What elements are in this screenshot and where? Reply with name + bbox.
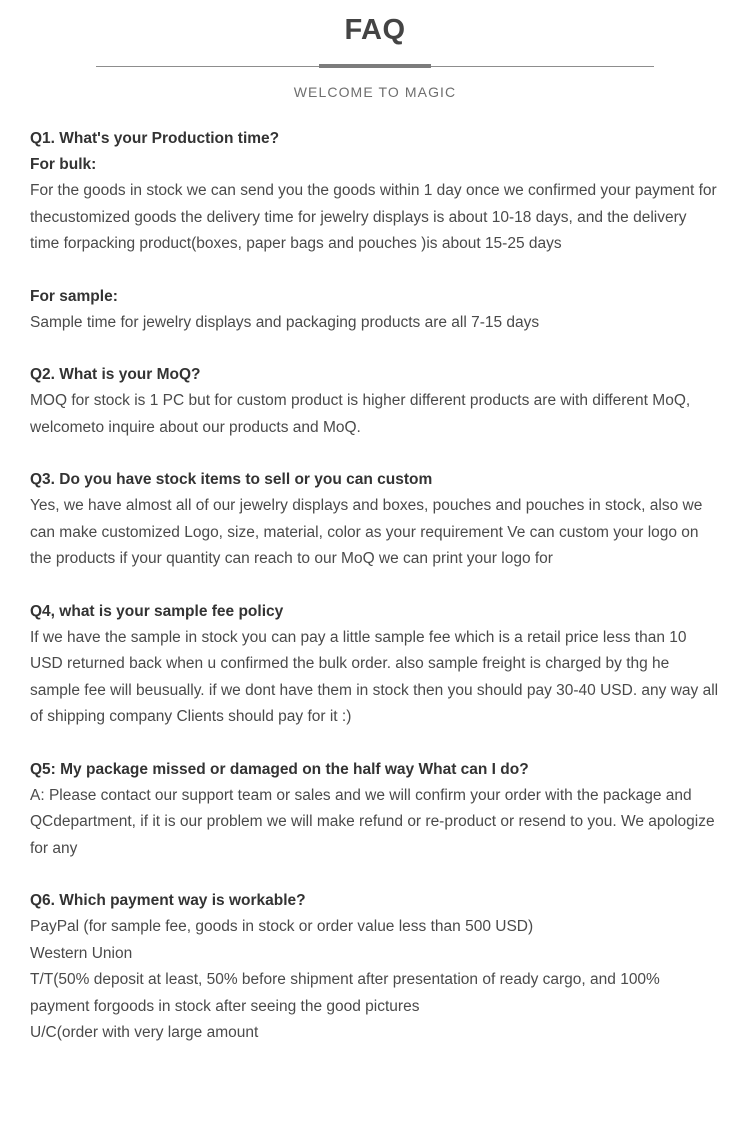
faq-answer-text: A: Please contact our support team or sales and we will confirm your order with the package and QCdepartment, if it is our problem we will make refund or re-product or resend to you. We apologize for any — [30, 786, 715, 857]
faq-question-heading: Q4, what is your sample fee policy — [30, 602, 284, 620]
faq-block-q1 — [30, 126, 720, 258]
faq-block-q3 — [30, 467, 720, 573]
faq-answer-text: For the goods in stock we can send you the goods within 1 day once we confirmed your payment for thecustomized goods the delivery time for jewelry displays is about 10-18 days, and the delivery time forpacking product(boxes, paper bags and pouches )is about 15-25 days — [30, 182, 717, 252]
faq-subheading: For sample: — [30, 287, 118, 305]
faq-answer-text: Sample time for jewelry displays and packaging products are all 7-15 days — [30, 313, 540, 331]
faq-block-q5 — [30, 757, 720, 863]
faq-question-heading: Q3. Do you have stock items to sell or you can custom — [30, 471, 433, 488]
faq-block-q2 — [30, 362, 720, 441]
faq-content — [0, 102, 750, 1047]
page-title: FAQ — [344, 14, 406, 46]
payment-method-tt: T/T(50% deposit at least, 50% before shipment after presentation of ready cargo, and 100% payment forgoods in stock after seeing the good pictures — [30, 971, 660, 1015]
page-subtitle: WELCOME TO MAGIC — [293, 84, 457, 100]
faq-block-q4 — [30, 599, 720, 731]
faq-answer-text: Yes, we have almost all of our jewelry displays and boxes, pouches and pouches in stock, also we can make customized Logo, size, material, color as your requirement Ve can custom your logo on the products if your quantity can reach to our MoQ we can print your logo for — [30, 497, 703, 567]
faq-answer-text: If we have the sample in stock you can pay a little sample fee which is a retail price less than 10 USD returned back when u confirmed the bulk order. also sample freight is charged by thg he sample fee will beusually. if we dont have them in stock then you should pay 30-40 USD. any way all of shipping company Clients should pay for it :) — [30, 628, 719, 725]
faq-subheading: For bulk: — [30, 156, 97, 173]
header-divider — [96, 60, 654, 74]
faq-block-for-sample — [30, 284, 720, 337]
faq-answer-text: MOQ for stock is 1 PC but for custom product is higher different products are with different MoQ, welcometo inquire about our products and MoQ. — [30, 392, 691, 436]
faq-block-q6 — [30, 888, 720, 1047]
faq-question-heading: Q1. What's your Production time? — [30, 130, 280, 147]
faq-question-heading: Q2. What is your MoQ? — [30, 366, 201, 383]
payment-method-western-union: Western Union — [30, 944, 133, 962]
divider-accent-segment — [319, 64, 431, 68]
faq-question-heading: Q6. Which payment way is workable? — [30, 892, 306, 909]
faq-question-heading: Q5: My package missed or damaged on the half way What can I do? — [30, 760, 529, 778]
payment-method-paypal: PayPal (for sample fee, goods in stock or order value less than 500 USD) — [30, 918, 534, 935]
page-header — [0, 0, 750, 102]
payment-method-uc: U/C(order with very large amount — [30, 1024, 259, 1041]
